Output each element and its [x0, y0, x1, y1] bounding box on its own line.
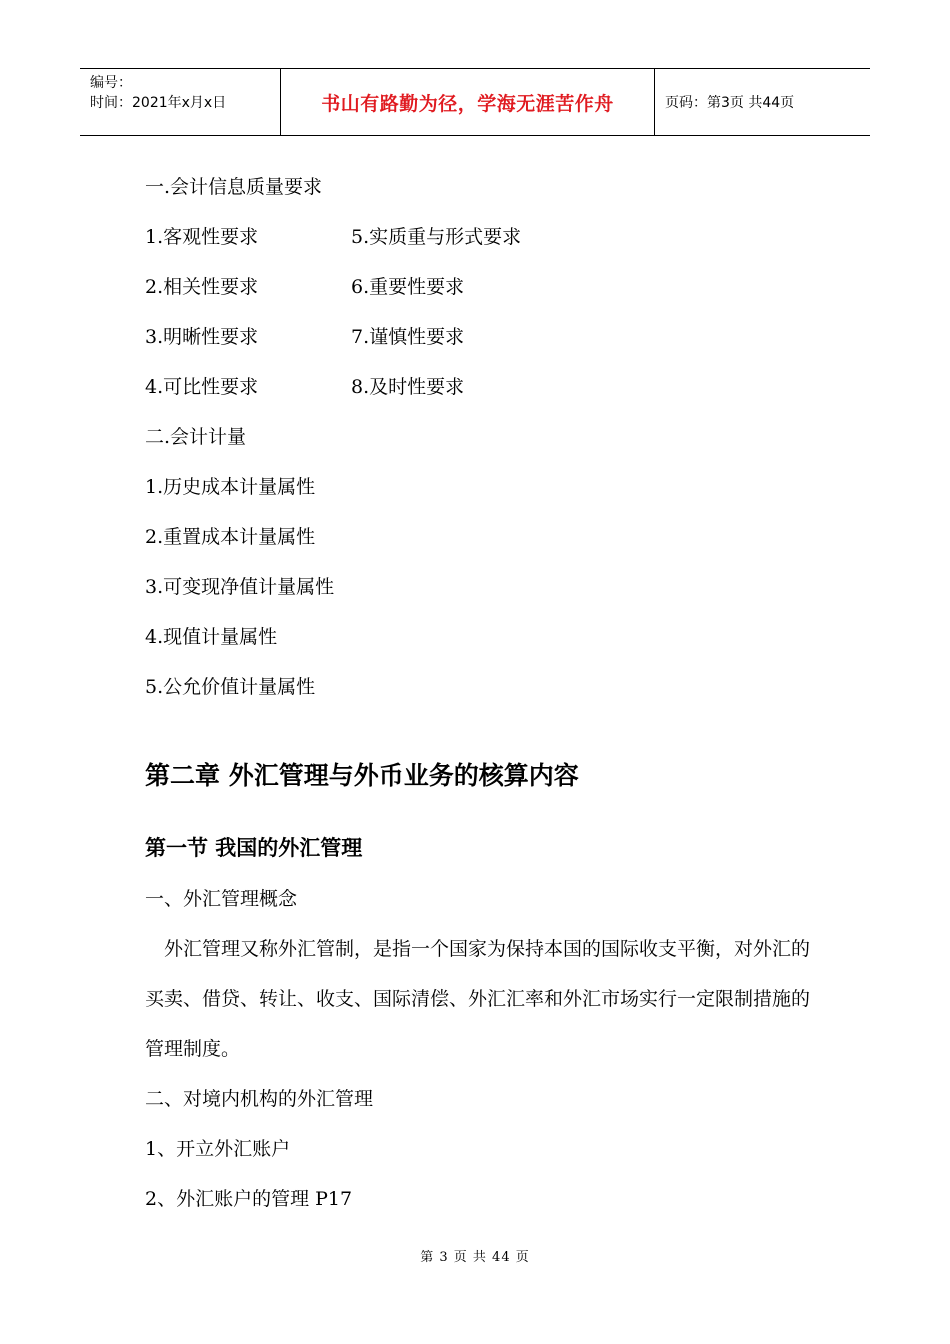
requirement-item: 8.及时性要求	[351, 376, 465, 398]
subheading-concept: 一、外汇管理概念	[145, 888, 298, 910]
requirement-item: 1.客观性要求	[145, 226, 259, 248]
header-date: 时间：2021年x月x日	[90, 95, 227, 111]
requirement-item: 7.谨慎性要求	[351, 326, 465, 348]
heading-quality-requirements: 一.会计信息质量要求	[145, 176, 323, 198]
subheading-domestic-institutions: 二、对境内机构的外汇管理	[145, 1088, 374, 1110]
page-footer: 第 3 页 共 44 页	[420, 1250, 530, 1265]
list-item-account-management: 2、外汇账户的管理 P17	[145, 1188, 353, 1210]
chapter-title: 第二章 外汇管理与外币业务的核算内容	[145, 761, 579, 790]
requirement-item: 2.相关性要求	[145, 276, 259, 298]
requirement-item: 5.实质重与形式要求	[351, 226, 522, 248]
heading-accounting-measurement: 二.会计计量	[145, 426, 247, 448]
header-meta-cell	[80, 69, 281, 135]
measure-item: 1.历史成本计量属性	[145, 476, 316, 498]
paragraph-definition: 外汇管理又称外汇管制，是指一个国家为保持本国的国际收支平衡，对外汇的买卖、借贷、转让、收支、国际清偿、外汇汇率和外汇市场实行一定限制措施的管理制度。	[145, 938, 811, 1060]
page-header	[80, 68, 870, 136]
requirement-row	[145, 262, 825, 312]
header-number-label: 编号：	[90, 75, 132, 91]
measure-item: 4.现值计量属性	[145, 626, 278, 648]
list-item-open-account: 1、开立外汇账户	[145, 1138, 291, 1160]
requirement-row	[145, 212, 825, 262]
measure-item: 3.可变现净值计量属性	[145, 576, 335, 598]
section-title: 第一节 我国的外汇管理	[145, 836, 363, 860]
requirement-item: 3.明晰性要求	[145, 326, 259, 348]
measure-item: 2.重置成本计量属性	[145, 526, 316, 548]
header-motto-cell	[281, 69, 655, 135]
header-motto: 书山有路勤为径，学海无涯苦作舟	[321, 92, 614, 115]
spacer	[145, 712, 825, 748]
requirement-row	[145, 362, 825, 412]
requirement-item: 6.重要性要求	[351, 276, 465, 298]
header-page-info: 页码：第3页 共44页	[665, 95, 795, 111]
document-body	[145, 162, 825, 1224]
measure-item: 5.公允价值计量属性	[145, 676, 316, 698]
header-page-cell	[655, 69, 870, 135]
requirement-row	[145, 312, 825, 362]
requirement-item: 4.可比性要求	[145, 376, 259, 398]
